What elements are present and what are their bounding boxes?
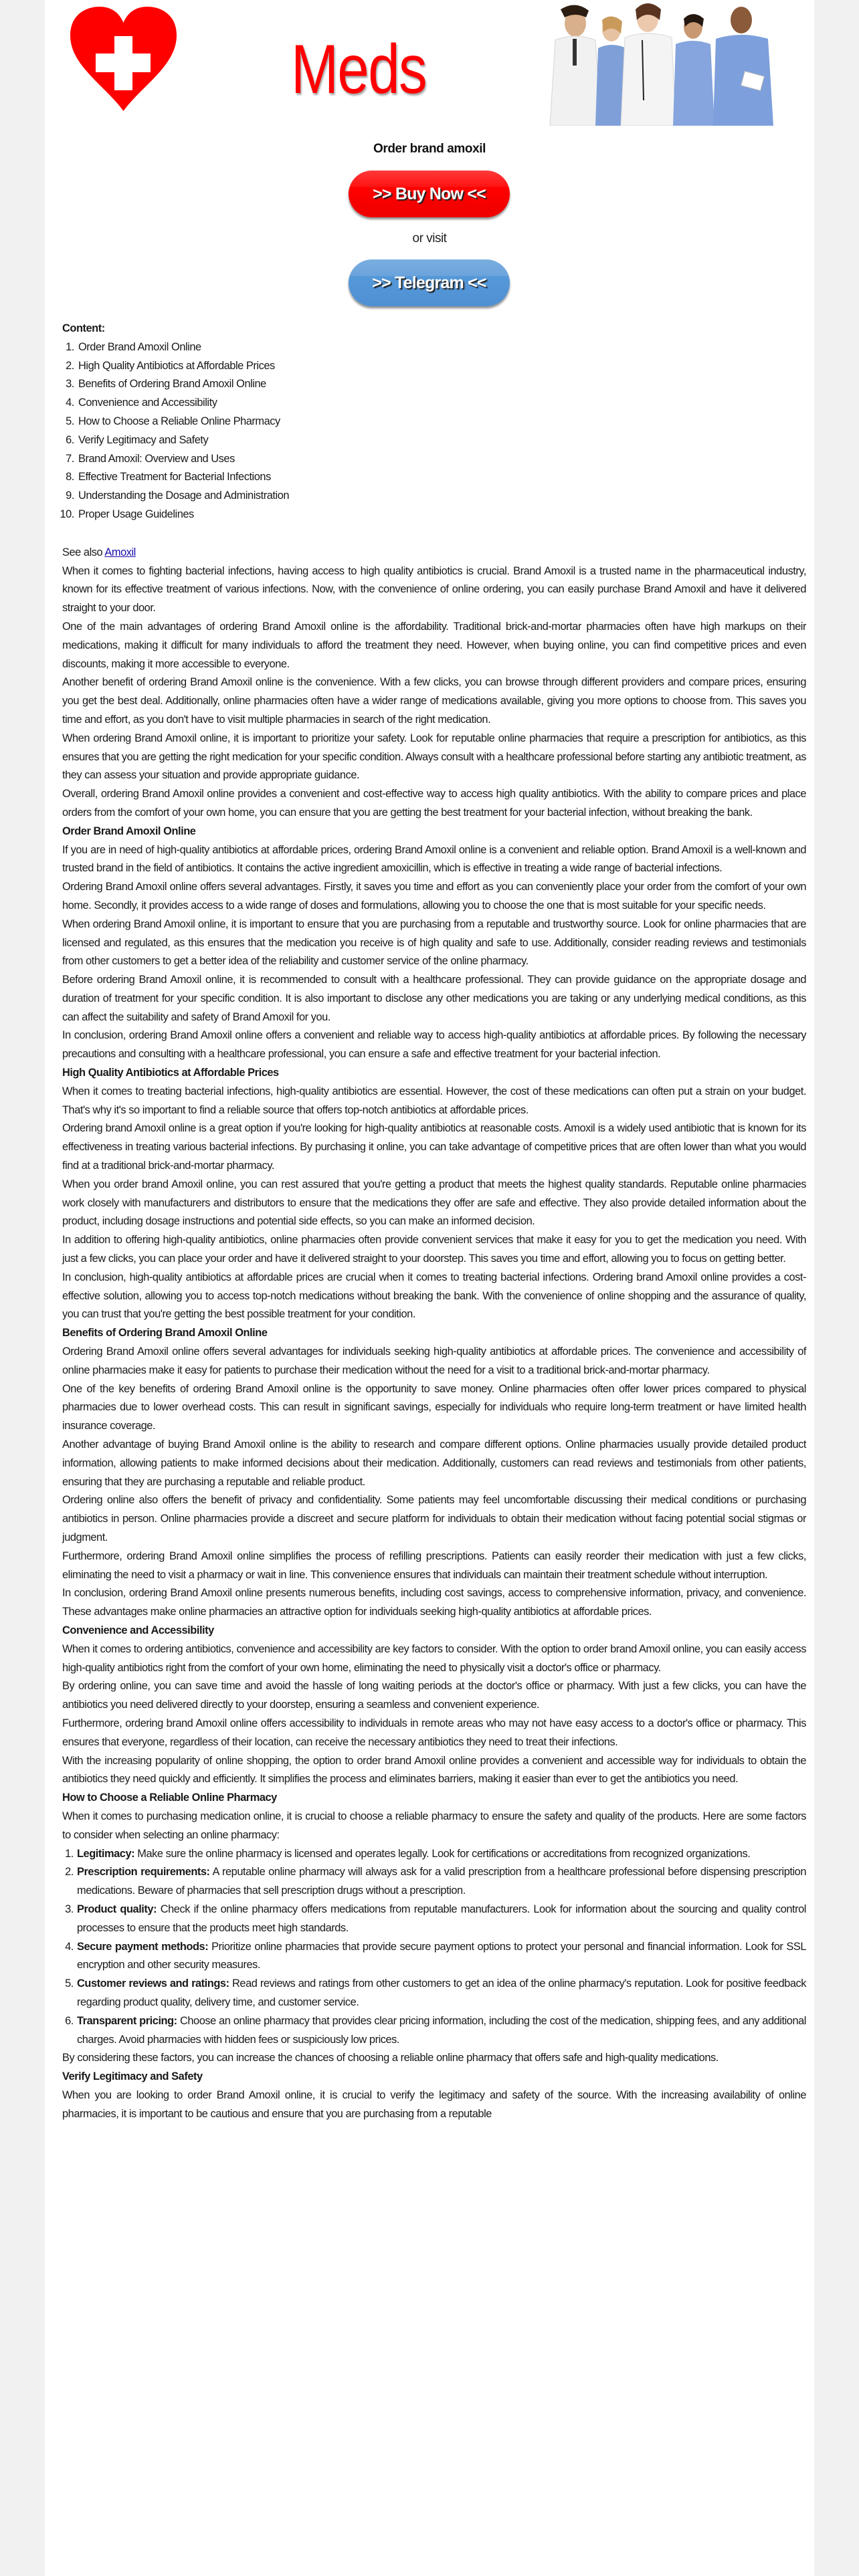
toc-item [77, 394, 806, 413]
paragraph: Another advantage of buying Brand Amoxil online is the ability to research and compare different options. Online pharmacies usually provide detailed product information, allowing patients to make informed decisions about their medication. Additionally, customers can read reviews and testimonials from other patients, ensuring that they are purchasing a reputable and reliable product. [62, 1438, 806, 1488]
page-container [45, 0, 814, 2576]
buy-now-label: >> Buy Now << [373, 184, 486, 203]
paragraph: Ordering Brand Amoxil online offers several advantages. Firstly, it saves you time and effort as you can conveniently place your order from the comfort of your own home. Secondly, it provides access to a wide range of doses and formulations, allowing you to choose the one that is most suitable for your specific needs. [62, 881, 806, 911]
paragraph: When ordering Brand Amoxil online, it is important to ensure that you are purchasing from a reputable and trustworthy source. Look for online pharmacies that are licensed and regulated, as this ensures that the medication you receive is of high quality and safe to use. Additionally, consider reading reviews and testimonials from other customers to get a better idea of the reliability and customer service of the online pharmacy. [62, 918, 806, 968]
factor-term: Secure payment methods: [77, 1940, 209, 1953]
paragraph: In conclusion, ordering Brand Amoxil online presents numerous benefits, including cost savings, access to comprehensive information, privacy, and convenience. These advantages make online pharmacies an attractive option for individuals seeking high-quality antibiotics at affordable prices. [62, 1587, 806, 1618]
toc-item [77, 450, 806, 469]
factor-term: Customer reviews and ratings: [77, 1977, 229, 1990]
toc-item-label: Effective Treatment for Bacterial Infections [78, 471, 271, 484]
paragraph: One of the main advantages of ordering Brand Amoxil online is the affordability. Traditional brick-and-mortar pharmacies often have high markups on their medications, making it difficult for many individuals to afford the treatment they need. However, when buying online, you can find competitive prices and even discounts, making it more accessible to everyone. [62, 620, 806, 670]
section-heading: Benefits of Ordering Brand Amoxil Online [62, 1327, 268, 1339]
paragraph: When it comes to ordering antibiotics, convenience and accessibility are key factors to consider. With the option to order brand Amoxil online, you can easily access high-quality antibiotics right from the comfort of your own home, eliminating the need to physically visit a doctor's office or pharmacy. [62, 1642, 806, 1674]
factor-term: Prescription requirements: [77, 1866, 210, 1879]
paragraph: When you are looking to order Brand Amoxil online, it is crucial to verify the legitimacy and safety of the source. With the increasing availability of online pharmacies, it is important to be cautious and ensure that you are purchasing from a reputable [62, 2088, 806, 2120]
toc-item [77, 487, 806, 506]
factor-text: Read reviews and ratings from other customers to get an idea of the online pharmacy's reputation. Look for positive feedback regarding product quality, delivery time, and customer service. [77, 1977, 806, 2008]
toc-title: Content: [62, 322, 105, 334]
toc-item-label: How to Choose a Reliable Online Pharmacy [78, 415, 280, 427]
paragraph: In addition to offering high-quality antibiotics, online pharmacies often provide convenient services that make it easy for you to get the medication you need. With just a few clicks, you can place your order and have it delivered straight to your doorstep. This saves you time and effort, allowing you to focus on getting better. [62, 1234, 806, 1265]
medical-team-photo [542, 0, 805, 126]
factor-item [76, 1938, 806, 1975]
factor-text: Prioritize online pharmacies that provide secure payment options to protect your personal and financial information. Look for SSL encryption and other security measures. [77, 1940, 806, 1971]
order-heading: Order brand amoxil [373, 142, 486, 156]
heart-cross-icon[interactable] [65, 5, 182, 112]
factor-term: Product quality: [77, 1903, 157, 1915]
paragraph: When ordering Brand Amoxil online, it is important to prioritize your safety. Look for reputable online pharmacies that require a prescription for antibiotics, as this ensures that you are getting the right medication for your specific condition. Always consult with a healthcare professional before starting any antibiotic treatment, as they can assess your situation and provide appropriate guidance. [62, 732, 807, 782]
toc-item-label: Benefits of Ordering Brand Amoxil Online [78, 378, 266, 391]
toc-item-label: Convenience and Accessibility [78, 397, 217, 409]
paragraph: By considering these factors, you can increase the chances of choosing a reliable online pharmacy that offers safe and high-quality medications. [62, 2052, 719, 2064]
toc-item-label: Verify Legitimacy and Safety [78, 433, 209, 446]
factor-item [76, 1975, 806, 2012]
section-heading: Verify Legitimacy and Safety [62, 2070, 203, 2083]
telegram-button[interactable] [349, 259, 510, 306]
article-body [62, 562, 806, 2124]
section-heading: Order Brand Amoxil Online [62, 825, 196, 837]
amoxil-link[interactable]: Amoxil [104, 546, 136, 558]
pharmacy-factors-list [62, 1845, 806, 2050]
factor-item [76, 2012, 806, 2050]
toc-item [77, 375, 806, 394]
paragraph: Overall, ordering Brand Amoxil online provides a convenient and cost-effective way to access high quality antibiotics. With the ability to compare prices and place orders from the comfort of your own home, you can ensure that you are getting the best treatment for your bacterial infection, without breaking the bank. [62, 788, 806, 819]
toc-item-label: Brand Amoxil: Overview and Uses [78, 452, 235, 465]
toc-item [77, 357, 806, 376]
factor-term: Legitimacy: [77, 1847, 135, 1860]
paragraph: By ordering online, you can save time and avoid the hassle of long waiting periods at the doctor's office or pharmacy. With just a few clicks, you can have the antibiotics you need delivered directly to your doorstep, ensuring a seamless and convenient experience. [62, 1680, 806, 1711]
paragraph: When it comes to fighting bacterial infections, having access to high quality antibiotics is crucial. Brand Amoxil is a trusted name in the pharmaceutical industry, known for its effective treatment of various infections. Now, with the convenience of online ordering, you can easily purchase Brand Amoxil and have it delivered straight to your door. [62, 564, 806, 615]
section-heading: How to Choose a Reliable Online Pharmacy [62, 1792, 277, 1804]
factor-text: Check if the online pharmacy offers medications from reputable manufacturers. Look for information about the sourcing and quality control processes to ensure that the products meet high standards. [77, 1903, 806, 1934]
toc-item-label: Understanding the Dosage and Administration [78, 490, 290, 502]
toc-item [77, 431, 806, 450]
toc-item [77, 338, 806, 357]
toc-item [77, 506, 806, 524]
paragraph: Before ordering Brand Amoxil online, it is recommended to consult with a healthcare professional. They can provide guidance on the appropriate dosage and duration of treatment for your specific condition. It is also important to disclose any other medications you are taking or any underlying medical conditions, as this can affect the suitability and safety of Brand Amoxil for you. [62, 974, 806, 1023]
site-title: Meds [291, 31, 426, 108]
paragraph: In conclusion, high-quality antibiotics at affordable prices are crucial when it comes to treating bacterial infections. Ordering brand Amoxil online provides a cost-effective solution, allowing you to access top-notch medications without breaking the bank. With the convenience of online shopping and the assurance of quality, you can trust that you're getting the best possible treatment for your condition. [62, 1271, 806, 1321]
factor-term: Transparent pricing: [77, 2014, 177, 2027]
toc-item [77, 468, 806, 487]
toc-item-label: Proper Usage Guidelines [78, 508, 194, 520]
toc-item [77, 413, 806, 431]
paragraph: If you are in need of high-quality antibiotics at affordable prices, ordering Brand Amoxil online is a convenient and reliable option. Brand Amoxil is a well-known and trusted brand in the field of antibiotics. It contains the active ingredient amoxicillin, which is effective in treating a wide range of bacterial infections. [62, 843, 806, 875]
or-visit-text: or visit [412, 231, 447, 245]
telegram-label: >> Telegram << [372, 273, 486, 292]
paragraph: With the increasing popularity of online shopping, the option to order brand Amoxil online provides a convenient and accessible way for individuals to obtain the antibiotics they need quickly and efficiently. It simplifies the process and eliminates barriers, making it easier than ever to get the antibiotics you need. [62, 1754, 806, 1786]
factor-item [76, 1845, 806, 1864]
paragraph: In conclusion, ordering Brand Amoxil online offers a convenient and reliable way to access high-quality antibiotics at affordable prices. By following the necessary precautions and consulting with a healthcare professional, you can ensure a safe and effective treatment for your bacterial infection. [62, 1029, 806, 1061]
paragraph: Furthermore, ordering Brand Amoxil online simplifies the process of refilling prescriptions. Patients can easily reorder their medication with just a few clicks, eliminating the need to visit a pharmacy or wait in line. This convenience ensures that individuals can maintain their treatment schedule without interruption. [62, 1549, 806, 1581]
site-header [45, 0, 814, 134]
paragraph: Furthermore, ordering brand Amoxil online offers accessibility to individuals in remote areas who may not have easy access to a doctor's office or pharmacy. This ensures that everyone, regardless of their location, can receive the necessary antibiotics they need to treat their infections. [62, 1717, 806, 1748]
factor-text: A reputable online pharmacy will always ask for a valid prescription from a healthcare professional before dispensing prescription medications. Beware of pharmacies that sell prescription drugs without a prescription. [77, 1866, 806, 1897]
factor-text: Make sure the online pharmacy is licensed and operates legally. Look for certifications or accreditations from recognized organizations. [134, 1847, 751, 1860]
see-also [62, 544, 806, 562]
paragraph: When it comes to treating bacterial infections, high-quality antibiotics are essential. However, the cost of these medications can often put a strain on your budget. That's why it's so important to find a reliable source that offers top-notch antibiotics at affordable prices. [62, 1085, 806, 1116]
factor-item [76, 1863, 806, 1901]
paragraph: One of the key benefits of ordering Brand Amoxil online is the opportunity to save money. Online pharmacies often offer lower prices compared to physical pharmacies due to lower overhead costs. This can result in significant savings, especially for individuals who require long-term treatment or have limited health insurance coverage. [62, 1382, 806, 1432]
toc-item-label: High Quality Antibiotics at Affordable Prices [78, 359, 275, 372]
factor-text: Choose an online pharmacy that provides clear pricing information, including the cost of the medication, shipping fees, and any additional charges. Avoid pharmacies with hidden fees or suspiciously low prices. [77, 2014, 806, 2046]
see-also-prefix: See also [62, 546, 105, 558]
article-content [62, 320, 806, 2124]
paragraph: When you order brand Amoxil online, you can rest assured that you're getting a product that meets the highest quality standards. Reputable online pharmacies work closely with manufacturers and distributors to ensure that the medications they offer are safe and effective. They also provide detailed information about the product, including dosage instructions and potential side effects, so you can make an informed decision. [62, 1178, 806, 1228]
section-heading: Convenience and Accessibility [62, 1624, 214, 1636]
buy-now-button[interactable] [349, 171, 510, 217]
paragraph: Another benefit of ordering Brand Amoxil online is the convenience. With a few clicks, you can browse through different providers and compare prices, ensuring you get the best deal. Additionally, online pharmacies often have a wider range of medications available, giving you more options to choose from. This saves you time and effort, as you don't have to visit multiple pharmacies in search of the right medication. [62, 676, 806, 726]
factor-item [76, 1901, 806, 1938]
paragraph: Ordering online also offers the benefit of privacy and confidentiality. Some patients may feel uncomfortable discussing their medical conditions or purchasing antibiotics in person. Online pharmacies provide a discreet and secure platform for individuals to obtain their medication without facing potential social stigmas or judgment. [62, 1494, 806, 1543]
section-heading: High Quality Antibiotics at Affordable Prices [62, 1067, 279, 1079]
table-of-contents [62, 338, 806, 524]
paragraph: Ordering Brand Amoxil online offers several advantages for individuals seeking high-quality antibiotics at affordable prices. The convenience and accessibility of online pharmacies make it easy for patients to purchase their medication without the need for a visit to a traditional brick-and-mortar pharmacy. [62, 1346, 806, 1376]
toc-item-label: Order Brand Amoxil Online [78, 340, 201, 353]
paragraph: When it comes to purchasing medication online, it is crucial to choose a reliable pharmacy to ensure the safety and quality of the products. Here are some factors to consider when selecting an online pharmacy: [62, 1810, 806, 1841]
paragraph: Ordering brand Amoxil online is a great option if you're looking for high-quality antibiotics at reasonable costs. Amoxil is a widely used antibiotic that is known for its effectiveness in treating various bacterial infections. By purchasing it online, you can take advantage of competitive prices that are often lower than what you would find at a traditional brick-and-mortar pharmacy. [62, 1122, 806, 1172]
